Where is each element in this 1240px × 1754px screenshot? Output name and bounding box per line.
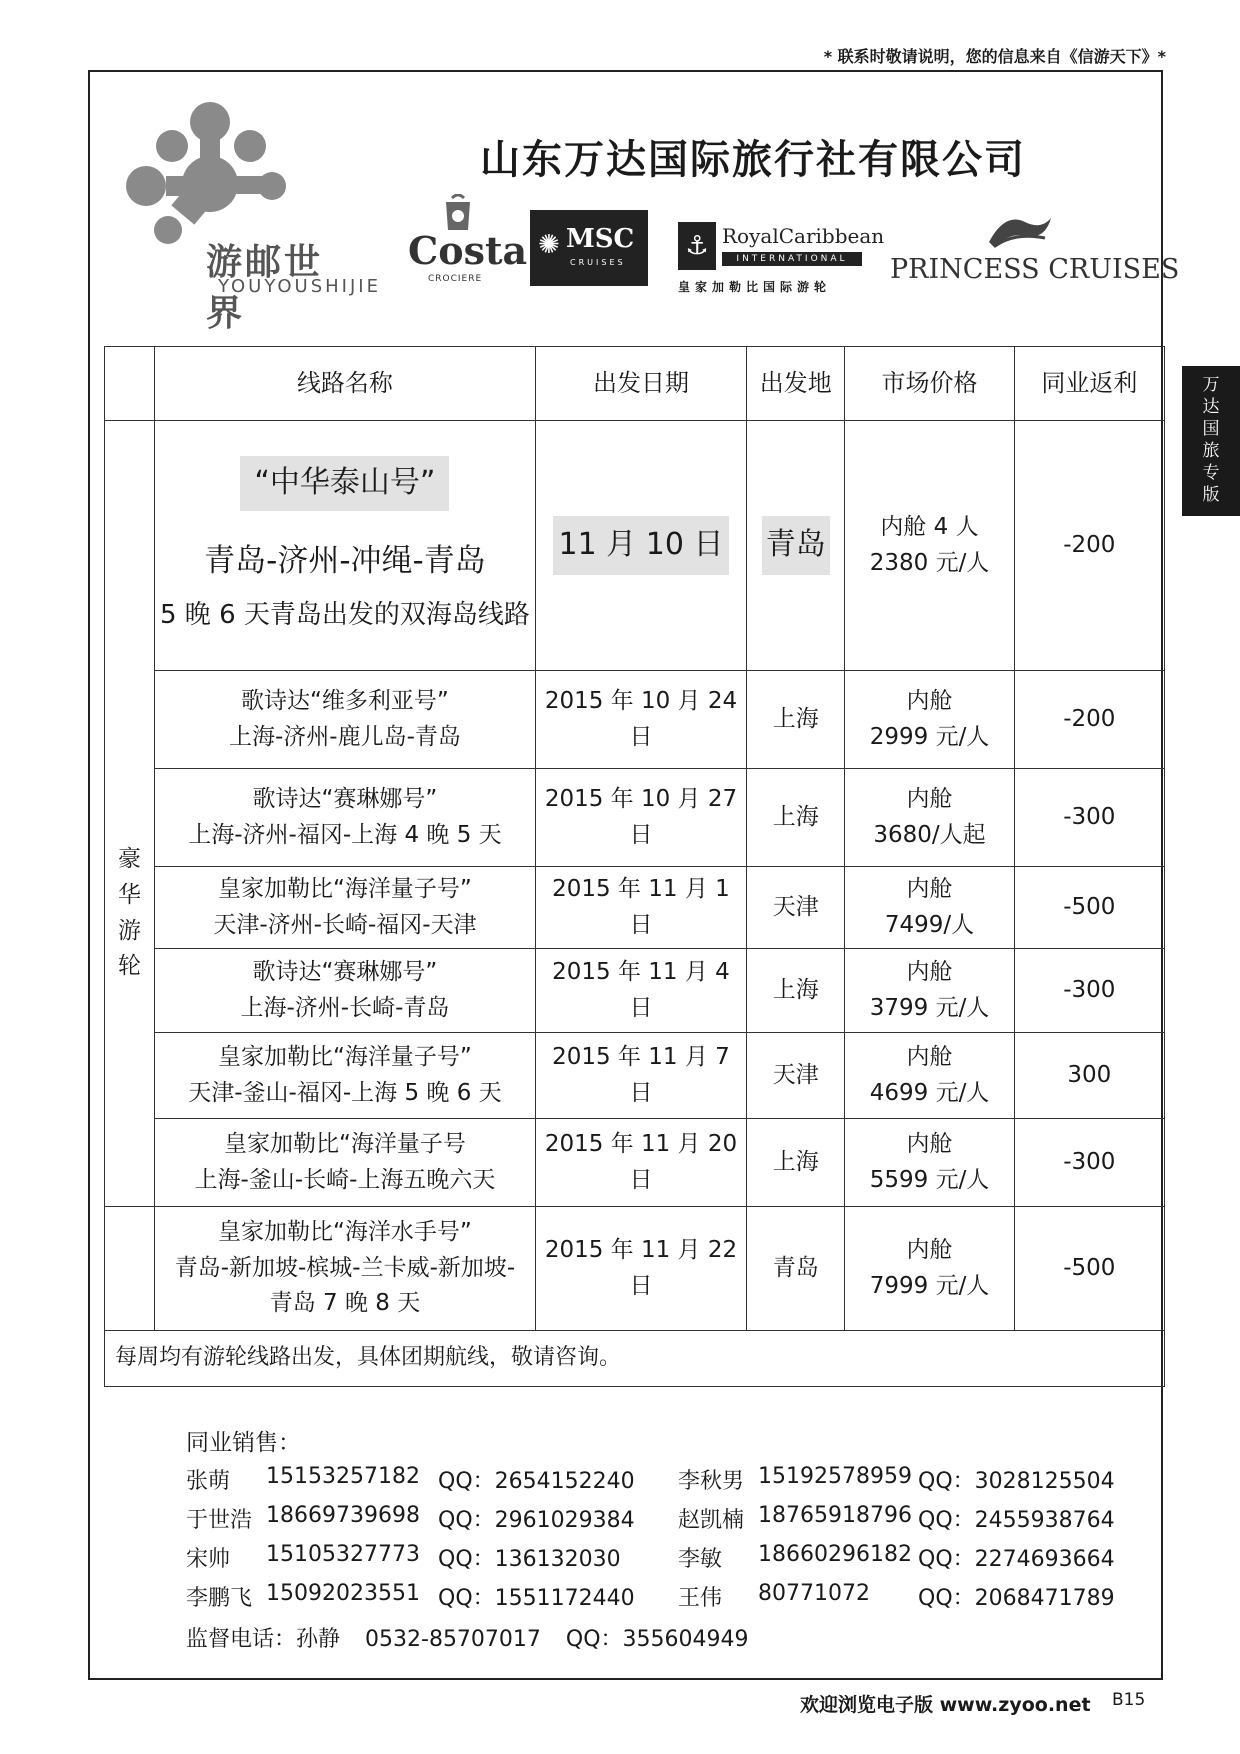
princess-wordmark: PRINCESS CRUISES: [890, 254, 1180, 285]
contact-qq: QQ：2455938764: [918, 1508, 1115, 1533]
route-ship: 歌诗达“赛琳娜号”: [252, 785, 438, 812]
category-empty: [105, 1207, 155, 1331]
port-cell: 上海: [747, 1119, 845, 1207]
route-ports: 青岛 7 晚 8 天: [269, 1290, 421, 1317]
section-tab: [1182, 366, 1240, 516]
table-note-row: [105, 1331, 1165, 1387]
route-cell: [155, 867, 536, 949]
section-tab-char: 版: [1202, 485, 1220, 505]
supervise-phone: 0532-85707017: [365, 1627, 541, 1652]
route-ports: 上海-济州-福冈-上海 4 晚 5 天: [188, 821, 502, 848]
msc-wordmark: MSC: [566, 224, 635, 254]
logo-name: 游邮世界: [206, 242, 324, 334]
category-char: 豪: [118, 846, 142, 873]
route-cell: [155, 671, 536, 769]
section-tab-char: 旅: [1202, 441, 1220, 461]
route-cell: [155, 769, 536, 867]
featured-port: 青岛: [762, 516, 830, 575]
route-ship: 歌诗达“维多利亚号”: [241, 687, 449, 714]
route-ship: 歌诗达“赛琳娜号”: [252, 958, 438, 985]
price-value: 3680/人起: [873, 821, 986, 848]
contact-name: 于世浩: [186, 1508, 253, 1533]
contact-phone: 18660296182: [758, 1542, 912, 1567]
price-cell: [845, 769, 1014, 867]
company-name: 山东万达国际旅行社有限公司: [480, 137, 1026, 183]
route-ports: 上海-济州-长崎-青岛: [240, 994, 450, 1021]
contact-name: 张萌: [186, 1469, 231, 1494]
category-char: 游: [118, 917, 142, 944]
date-cell: 2015 年 11 月 20 日: [535, 1119, 746, 1207]
price-cabin: 内舱: [906, 875, 953, 902]
category-header: [105, 347, 155, 421]
contact-phone: 15105327773: [266, 1542, 420, 1567]
cruise-table: [104, 346, 1165, 1387]
contact-phone: 15153257182: [266, 1464, 420, 1489]
contact-qq: QQ：2274693664: [918, 1547, 1115, 1572]
table-row: [105, 949, 1165, 1033]
date-cell: 2015 年 11 月 1 日: [535, 867, 746, 949]
category-char: 华: [118, 881, 142, 908]
category-cell: [105, 421, 155, 1207]
sea-witch-icon: [985, 212, 1055, 252]
table-row: [105, 867, 1165, 949]
princess-logo: [890, 212, 1180, 302]
col-rebate: 同业返利: [1014, 347, 1164, 421]
price-cell: [845, 1207, 1014, 1331]
contact-phone: 18669739698: [266, 1503, 420, 1528]
price-cell: [845, 867, 1014, 949]
costa-logo: [408, 194, 528, 294]
contact-phone: 15092023551: [266, 1581, 420, 1606]
section-tab-char: 万: [1202, 375, 1220, 395]
msc-sub: CRUISES: [570, 258, 626, 267]
rebate-cell: 300: [1014, 1033, 1164, 1119]
rc-chinese: 皇家加勒比国际游轮: [678, 280, 832, 294]
rc-intl: INTERNATIONAL: [722, 252, 862, 266]
route-ship: 皇家加勒比“海洋水手号”: [218, 1219, 472, 1246]
port-cell: 上海: [747, 671, 845, 769]
rebate-cell: -300: [1014, 1119, 1164, 1207]
date-cell: 2015 年 11 月 4 日: [535, 949, 746, 1033]
contact-qq: QQ：3028125504: [918, 1469, 1115, 1494]
price-cabin: 内舱: [906, 1043, 953, 1070]
contact-qq: QQ：1551172440: [438, 1586, 635, 1611]
sales-title: 同业销售：: [186, 1430, 301, 1456]
route-cell: [155, 949, 536, 1033]
contact-name: 宋帅: [186, 1547, 231, 1572]
crown-anchor-icon: ⚓: [678, 222, 716, 270]
contact-qq: QQ：2961029384: [438, 1508, 635, 1533]
costa-wordmark: Costa: [408, 228, 528, 273]
rebate-cell: -500: [1014, 1207, 1164, 1331]
port-cell: 青岛: [747, 1207, 845, 1331]
route-ports: 上海-釜山-长崎-上海五晚六天: [194, 1166, 496, 1193]
royal-caribbean-logo: [678, 222, 885, 302]
featured-route: 青岛-济州-冲绳-青岛: [204, 542, 486, 579]
contact-name: 王伟: [678, 1586, 723, 1611]
col-price: 市场价格: [845, 347, 1014, 421]
route-cell: [155, 1207, 536, 1331]
route-ship: 皇家加勒比“海洋量子号: [223, 1130, 466, 1157]
page-number: B15: [1112, 1690, 1146, 1710]
featured-date-cell: [535, 421, 746, 671]
contact-phone: 18765918796: [758, 1503, 912, 1528]
price-cabin: 内舱: [906, 1130, 953, 1157]
contact-phone: 80771072: [758, 1581, 870, 1606]
price-cell: [845, 1119, 1014, 1207]
price-value: 3799 元/人: [869, 994, 990, 1021]
route-cell: [155, 1033, 536, 1119]
col-port: 出发地: [747, 347, 845, 421]
route-ports: 天津-济州-长崎-福冈-天津: [213, 911, 477, 938]
rebate-cell: -200: [1014, 671, 1164, 769]
costa-sub: CROCIERE: [428, 274, 483, 284]
table-row: [105, 1207, 1165, 1331]
date-cell: 2015 年 10 月 24 日: [535, 671, 746, 769]
contact-name: 赵凯楠: [678, 1508, 745, 1533]
featured-route-cell: [155, 421, 536, 671]
contact-name: 李鹏飞: [186, 1586, 253, 1611]
port-cell: 天津: [747, 867, 845, 949]
contact-name: 李秋男: [678, 1469, 745, 1494]
price-value: 7999 元/人: [869, 1272, 990, 1299]
price-cabin: 内舱: [906, 785, 953, 812]
col-route: 线路名称: [155, 347, 536, 421]
featured-price-cell: [845, 421, 1014, 671]
featured-date: 11 月 10 日: [553, 516, 730, 575]
route-ports: 天津-釜山-福冈-上海 5 晚 6 天: [188, 1079, 502, 1106]
table-row-featured: [105, 421, 1165, 671]
price-value: 2999 元/人: [869, 723, 990, 750]
msc-logo: [530, 210, 648, 286]
featured-port-cell: [747, 421, 845, 671]
rebate-cell: -500: [1014, 867, 1164, 949]
table-row: [105, 1119, 1165, 1207]
contact-phone: 15192578959: [758, 1464, 912, 1489]
port-cell: 上海: [747, 769, 845, 867]
featured-ship: “中华泰山号”: [240, 456, 449, 511]
date-cell: 2015 年 11 月 22 日: [535, 1207, 746, 1331]
youyou-logo: [110, 94, 381, 334]
table-row: [105, 671, 1165, 769]
section-tab-char: 达: [1202, 397, 1220, 417]
route-ship: 皇家加勒比“海洋量子号”: [218, 875, 472, 902]
price-value: 4699 元/人: [869, 1079, 990, 1106]
route-ship: 皇家加勒比“海洋量子号”: [218, 1043, 472, 1070]
rebate-cell: -300: [1014, 769, 1164, 867]
price-cell: [845, 949, 1014, 1033]
category-char: 轮: [118, 953, 142, 980]
funnel-icon: [438, 194, 478, 232]
table-row: [105, 1033, 1165, 1119]
footer-text: 欢迎浏览电子版 www.zyoo.net: [800, 1694, 1091, 1716]
port-cell: 上海: [747, 949, 845, 1033]
section-tab-char: 专: [1202, 463, 1220, 483]
price-cabin: 内舱: [906, 1236, 953, 1263]
rebate-cell: -300: [1014, 949, 1164, 1033]
table-note: 每周均有游轮线路出发，具体团期航线，敬请咨询。: [105, 1331, 1165, 1387]
col-date: 出发日期: [535, 347, 746, 421]
featured-price-line: 2380 元/人: [869, 549, 990, 576]
route-cell: [155, 1119, 536, 1207]
table-row: [105, 769, 1165, 867]
contact-qq: QQ：2654152240: [438, 1469, 635, 1494]
date-cell: 2015 年 10 月 27 日: [535, 769, 746, 867]
price-cabin: 内舱: [906, 687, 953, 714]
featured-rebate: -200: [1014, 421, 1164, 671]
route-ports: 青岛-新加坡-槟城-兰卡威-新加坡-: [174, 1254, 516, 1281]
table-header-row: [105, 347, 1165, 421]
route-ports: 上海-济州-鹿儿岛-青岛: [228, 723, 461, 750]
price-value: 7499/人: [884, 911, 975, 938]
date-cell: 2015 年 11 月 7 日: [535, 1033, 746, 1119]
ship-wheel-icon: ✺: [538, 230, 560, 260]
port-cell: 天津: [747, 1033, 845, 1119]
supervise-qq: QQ：355604949: [565, 1627, 749, 1652]
price-cabin: 内舱: [906, 958, 953, 985]
price-value: 5599 元/人: [869, 1166, 990, 1193]
supervise-line: [186, 1622, 767, 1653]
supervise-label: 监督电话：孙静: [186, 1627, 341, 1652]
source-note: * 联系时敬请说明，您的信息来自《信游天下》*: [823, 47, 1166, 66]
rc-wordmark: RoyalCaribbean: [722, 224, 885, 248]
contact-qq: QQ：136132030: [438, 1547, 621, 1572]
price-cell: [845, 671, 1014, 769]
price-cell: [845, 1033, 1014, 1119]
contact-qq: QQ：2068471789: [918, 1586, 1115, 1611]
featured-price-line: 内舱 4 人: [880, 513, 979, 540]
featured-desc: 5 晚 6 天青岛出发的双海岛线路: [160, 599, 530, 630]
logo-pinyin: YOUYOUSHIJIE: [218, 276, 381, 297]
section-tab-char: 国: [1202, 419, 1220, 439]
contact-name: 李敏: [678, 1547, 723, 1572]
